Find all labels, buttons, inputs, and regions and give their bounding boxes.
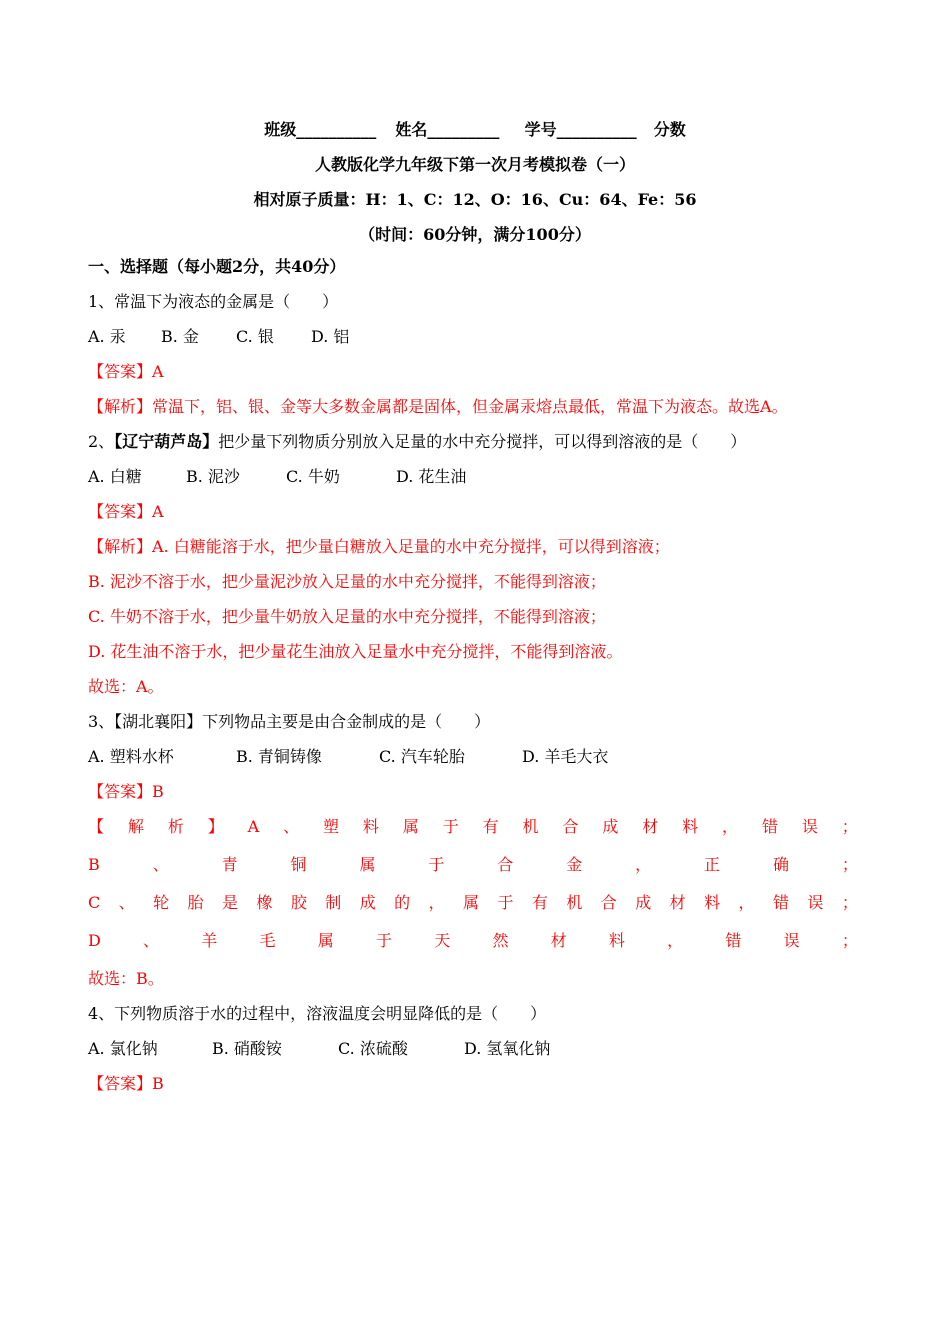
analysis-text: 常温下，铝、银、金等大多数金属都是固体，但金属汞熔点最低，常温下为液态。故选A。 [152, 397, 788, 416]
analysis-char: 有 [482, 817, 499, 836]
option-b: B. 泥沙 [186, 467, 240, 486]
analysis-char: 塑 [322, 817, 339, 836]
analysis-char: 【 [88, 817, 105, 836]
student-info-line [0, 117, 950, 140]
analysis-char: 毛 [259, 931, 276, 950]
question-1-analysis [88, 397, 858, 417]
analysis-char: 属 [402, 817, 419, 836]
score-label: 分数 [653, 120, 686, 139]
option-b: B. 青铜铸像 [236, 747, 322, 766]
analysis-char: 成 [359, 893, 376, 912]
option-a: A. 白糖 [88, 467, 142, 486]
name-blank: _________ [427, 120, 500, 139]
analysis-char: ， [738, 893, 755, 912]
analysis-char: 误 [783, 931, 800, 950]
question-2-analysis-2: B. 泥沙不溶于水，把少量泥沙放入足量的水中充分搅拌，不能得到溶液； [88, 572, 606, 591]
analysis-char: 的 [394, 893, 411, 912]
question-source: 【辽宁葫芦岛】 [114, 432, 219, 451]
analysis-char: 错 [725, 931, 742, 950]
analysis-char: 青 [221, 855, 238, 874]
analysis-char: 橡 [256, 893, 273, 912]
question-3-analysis-row-2 [88, 855, 858, 875]
analysis-char: A [247, 817, 260, 836]
analysis-char: 料 [704, 893, 721, 912]
option-d: D. 氢氧化钠 [464, 1039, 551, 1058]
analysis-char: 胎 [187, 893, 204, 912]
analysis-char: 是 [221, 893, 238, 912]
analysis-label: 【解析】 [88, 537, 153, 556]
question-3-stem: 3、【湖北襄阳】下列物品主要是由合金制成的是（ ） [88, 712, 491, 731]
class-blank: __________ [296, 120, 377, 139]
class-label: 班级 [264, 120, 297, 139]
analysis-char: 机 [522, 817, 539, 836]
analysis-char: 于 [442, 817, 459, 836]
analysis-char: 合 [600, 893, 617, 912]
analysis-char: 金 [566, 855, 583, 874]
analysis-char: 正 [704, 855, 721, 874]
analysis-char: 机 [566, 893, 583, 912]
analysis-char: 材 [550, 931, 567, 950]
analysis-label: 【解析】 [88, 397, 153, 416]
question-3-options [88, 747, 858, 767]
analysis-char: C [88, 893, 101, 912]
question-2-analysis-3: C. 牛奶不溶于水，把少量牛奶放入足量的水中充分搅拌，不能得到溶液； [88, 607, 606, 626]
analysis-char: D [88, 931, 101, 950]
analysis-char: 确 [772, 855, 789, 874]
analysis-char: 解 [127, 817, 144, 836]
analysis-char: 合 [562, 817, 579, 836]
question-1-answer: 【答案】A [88, 362, 164, 381]
analysis-char: ， [667, 931, 684, 950]
analysis-char: 、 [152, 855, 169, 874]
id-label: 学号 [524, 120, 557, 139]
analysis-char: ； [841, 855, 858, 874]
analysis-char: 合 [497, 855, 514, 874]
option-c: C. 银 [236, 327, 274, 346]
analysis-char: 胶 [290, 893, 307, 912]
question-3-analysis-row-4 [88, 931, 858, 951]
question-text: 把少量下列物质分别放入足量的水中充分搅拌，可以得到溶液的是（ ） [218, 432, 747, 451]
option-a: A. 氯化钠 [88, 1039, 158, 1058]
question-4-stem: 4、下列物质溶于水的过程中，溶液温度会明显降低的是（ ） [88, 1004, 547, 1023]
analysis-text: A. 白糖能溶于水，把少量白糖放入足量的水中充分搅拌，可以得到溶液； [152, 537, 670, 556]
analysis-char: 误 [801, 817, 818, 836]
option-d: D. 羊毛大衣 [522, 747, 609, 766]
option-d: D. 花生油 [396, 467, 467, 486]
analysis-char: ； [841, 893, 858, 912]
option-d: D. 铝 [311, 327, 350, 346]
analysis-char: ； [841, 931, 858, 950]
analysis-char: 于 [497, 893, 514, 912]
atomic-mass-line: 相对原子质量：H：1、C：12、O：16、Cu：64、Fe：56 [253, 190, 697, 209]
analysis-char: B [88, 855, 100, 874]
question-2-analysis-4: D. 花生油不溶于水，把少量花生油放入足量水中充分搅拌，不能得到溶液。 [88, 642, 623, 661]
analysis-char: 于 [428, 855, 445, 874]
analysis-char: 错 [772, 893, 789, 912]
analysis-char: ， [428, 893, 445, 912]
analysis-char: 】 [207, 817, 224, 836]
option-c: C. 牛奶 [286, 467, 340, 486]
time-info-line: （时间：60分钟，满分100分） [359, 225, 591, 244]
analysis-char: 天 [434, 931, 451, 950]
analysis-char: 错 [761, 817, 778, 836]
analysis-char: ， [722, 817, 739, 836]
question-3-conclusion: 故选：B。 [88, 969, 164, 988]
exam-title: 人教版化学九年级下第一次月考模拟卷（一） [314, 155, 635, 174]
analysis-char: ， [635, 855, 652, 874]
question-4-answer: 【答案】B [88, 1074, 164, 1093]
option-c: C. 汽车轮胎 [379, 747, 465, 766]
analysis-char: 、 [283, 817, 300, 836]
option-b: B. 金 [161, 327, 199, 346]
question-number: 2、 [88, 432, 115, 451]
question-4-options [88, 1039, 858, 1059]
option-c: C. 浓硫酸 [338, 1039, 408, 1058]
analysis-char: 、 [118, 893, 135, 912]
section-heading: 一、选择题（每小题2分，共40分） [88, 257, 346, 276]
option-a: A. 汞 [88, 327, 126, 346]
analysis-char: 、 [143, 931, 160, 950]
analysis-char: 材 [669, 893, 686, 912]
question-2-analysis-1 [88, 537, 858, 557]
option-b: B. 硝酸铵 [212, 1039, 282, 1058]
analysis-char: 料 [682, 817, 699, 836]
question-1-options [88, 327, 858, 347]
analysis-char: 材 [642, 817, 659, 836]
question-2-stem [88, 432, 858, 452]
analysis-char: 属 [317, 931, 334, 950]
analysis-char: 然 [492, 931, 509, 950]
analysis-char: 有 [531, 893, 548, 912]
analysis-char: 成 [602, 817, 619, 836]
question-2-options [88, 467, 858, 487]
option-a: A. 塑料水杯 [88, 747, 174, 766]
name-label: 姓名 [395, 120, 428, 139]
analysis-char: 成 [635, 893, 652, 912]
question-3-answer: 【答案】B [88, 782, 164, 801]
id-blank: __________ [556, 120, 637, 139]
analysis-char: 羊 [201, 931, 218, 950]
question-2-answer: 【答案】A [88, 502, 164, 521]
question-2-conclusion: 故选：A。 [88, 677, 164, 696]
analysis-char: 铜 [290, 855, 307, 874]
analysis-char: 属 [359, 855, 376, 874]
analysis-char: 料 [362, 817, 379, 836]
analysis-char: 轮 [153, 893, 170, 912]
analysis-char: 料 [608, 931, 625, 950]
question-3-analysis-row-3 [88, 893, 858, 913]
analysis-char: 于 [375, 931, 392, 950]
analysis-char: 误 [807, 893, 824, 912]
analysis-char: 属 [463, 893, 480, 912]
analysis-char: 制 [325, 893, 342, 912]
question-3-analysis-row-1 [88, 817, 858, 837]
analysis-char: 析 [167, 817, 184, 836]
analysis-char: ； [841, 817, 858, 836]
question-1-stem: 1、常温下为液态的金属是（ ） [88, 292, 339, 311]
